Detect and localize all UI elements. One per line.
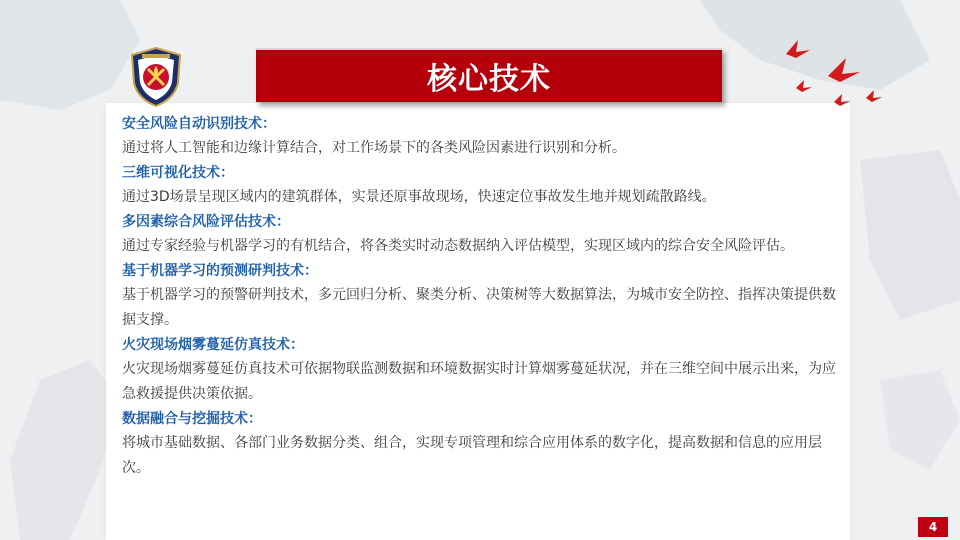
section-risk-assessment bbox=[122, 210, 842, 259]
section-data-fusion bbox=[122, 407, 842, 481]
section-body: 火灾现场烟雾蔓延仿真技术可依据物联监测数据和环境数据实时计算烟雾蔓延状况，并在三维空间中展示出来，为应急救援提供决策依据。 bbox=[122, 361, 836, 402]
section-heading: 数据融合与挖掘技术： bbox=[122, 411, 262, 427]
fire-rescue-emblem-icon bbox=[124, 45, 188, 109]
section-heading: 基于机器学习的预测研判技术： bbox=[122, 263, 318, 279]
section-body: 通过专家经验与机器学习的有机结合，将各类实时动态数据纳入评估模型，实现区域内的综合安全风险评估。 bbox=[122, 238, 794, 254]
slide-title: 核心技术 bbox=[427, 62, 551, 97]
section-heading: 三维可视化技术： bbox=[122, 165, 234, 181]
section-heading: 多因素综合风险评估技术： bbox=[122, 214, 290, 230]
page-number-badge bbox=[918, 517, 948, 537]
section-body: 基于机器学习的预警研判技术，多元回归分析、聚类分析、决策树等大数据算法，为城市安全防控、指挥决策提供数据支撑。 bbox=[122, 287, 836, 328]
title-bar bbox=[256, 48, 722, 102]
section-ml-prediction bbox=[122, 259, 842, 333]
page-number: 4 bbox=[928, 520, 938, 534]
section-heading: 火灾现场烟雾蔓延仿真技术： bbox=[122, 337, 304, 353]
section-smoke-simulation bbox=[122, 333, 842, 407]
red-birds-decoration-icon bbox=[776, 36, 886, 116]
section-heading: 安全风险自动识别技术： bbox=[122, 116, 276, 132]
section-body: 通过将人工智能和边缘计算结合，对工作场景下的各类风险因素进行识别和分析。 bbox=[122, 140, 626, 156]
tech-sections bbox=[122, 112, 842, 481]
section-risk-identification bbox=[122, 112, 842, 161]
section-body: 将城市基础数据、各部门业务数据分类、组合，实现专项管理和综合应用体系的数字化，提高数据和信息的应用层次。 bbox=[122, 435, 822, 476]
section-body: 通过3D场景呈现区域内的建筑群体，实景还原事故现场，快速定位事故发生地并规划疏散路线。 bbox=[122, 189, 716, 205]
section-3d-visualization bbox=[122, 161, 842, 210]
